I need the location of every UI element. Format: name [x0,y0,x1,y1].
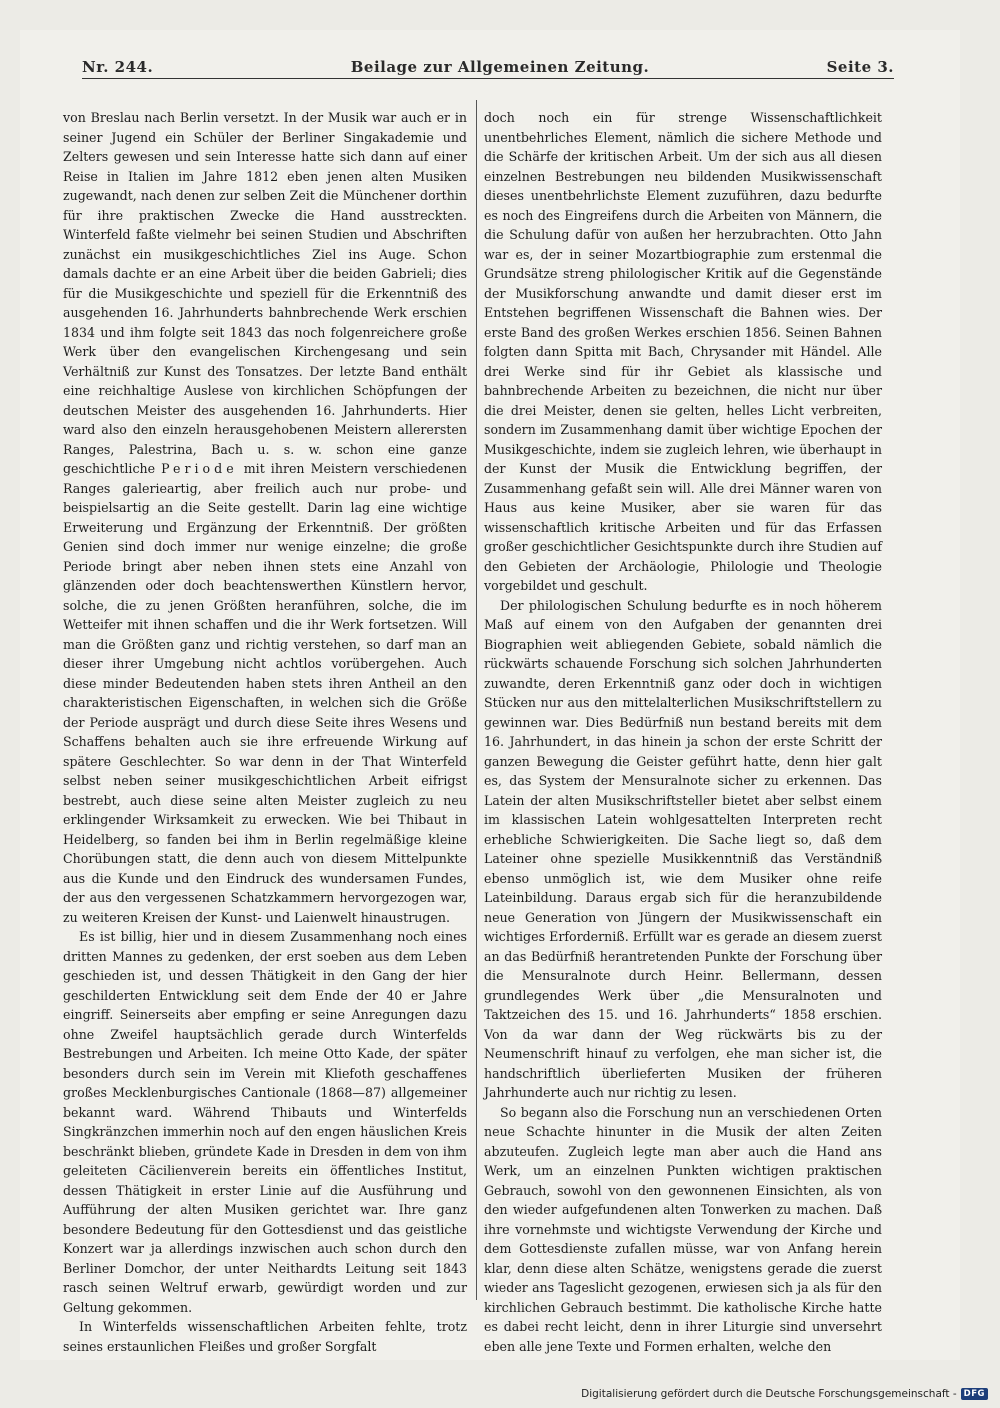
paragraph: So begann also die Forschung nun an verschiedenen Orten neue Schachte hinunter in die Musik der alten Zeiten abzuteufen. Zugleich legte man aber auch die Hand ans Werk, um an einzelnen Punkten wichtigen praktischen Gebrauch, sowohl von den gewonnenen Einsichten, als von den wieder aufgefundenen alten Tonwerken zu machen. Daß ihre vornehmste und wichtigste Verwendung der Kirche und dem Gottesdienste zufallen müsse, war von Anfang herein klar, denn diese alten Schätze, wenigstens gerade die zuerst wieder ans Tageslicht gezogenen, erwiesen sich ja als für den kirchlichen Gebrauch bestimmt. Die katholische Kirche hatte es dabei recht leicht, denn in ihrer Liturgie sind unversehrt eben alle jene Texte und Formen erhalten, welche den [484,1104,882,1354]
spaced-word: Periode [161,461,238,476]
credit-text: Digitalisierung gefördert durch die Deutsche Forschungsgemeinschaft - [581,1388,957,1400]
paragraph: In Winterfelds wissenschaftlichen Arbeiten fehlte, trotz seines erstaunlichen Fleißes und großer Sorgfalt [63,1319,467,1354]
right-column [484,108,882,1356]
header-rule [82,78,894,79]
paragraph: doch noch ein für strenge Wissenschaftlichkeit unentbehrliches Element, nämlich die sichere Methode und die Schärfe der kritischen Arbeit. Um der sich aus all diesen einzelnen Bestrebungen neu bildenden Musikwissenschaft dieses unentbehrlichste Element zuzuführen, dazu bedurfte es noch des Eingreifens durch die Arbeiten von Männern, die die Schulung dafür von außen her herzubrachten. Otto Jahn war es, der in seiner Mozartbiographie zum erstenmal die Grundsätze streng philologischer Kritik auf die Gegenstände der Musikforschung anwandte und damit dieser erst im Entstehen begriffenen Wissenschaft die Bahnen wies. Der erste Band des großen Werkes erschien 1856. Seinen Bahnen folgten dann Spitta mit Bach, Chrysander mit Händel. Alle drei Werke sind für ihr Gebiet als klassische und bahnbrechende Arbeiten zu bezeichnen, die nicht nur über die drei Meister, denen sie gelten, helles Licht verbreiten, sondern im Zusammenhang damit über wichtige Epochen der Musikgeschichte, indem sie zugleich lehren, wie überhaupt in der Kunst der Musik die Entwicklung begriffen, der Zusammenhang gefaßt sein will. Alle drei Männer waren von Haus aus keine Musiker, aber sie waren für das wissenschaftlich kritische Arbeiten und für das Erfassen großer geschichtlicher Gesichtspunkte durch ihre Studien auf den Gebieten der Archäologie, Philologie und Theologie vorgebildet und geschult. [484,110,882,593]
paragraph: von Breslau nach Berlin versetzt. In der Musik war auch er in seiner Jugend ein Schüler der Berliner Singakademie und Zelters gewesen und sein Interesse hatte sich dann auf einer Reise in Italien im Jahre 1812 eben jenen alten Musiken zugewandt, nach denen zur selben Zeit die Münchener dorthin für ihre praktischen Zwecke die Hand ausstreckten. Winterfeld faßte vielmehr bei seinen Studien und Abschriften zunächst ein musikgeschichtliches Ziel ins Auge. Schon damals dachte er an eine Arbeit über die beiden Gabrieli; dies für die Musikgeschichte und speziell für die Erkenntniß des ausgehenden 16. Jahrhunderts bahnbrechende Werk erschien 1834 und ihm folgte seit 1843 das noch folgenreichere große Werk über den evangelischen Kirchengesang und sein Verhältniß zur Kunst des Tonsatzes. Der letzte Band enthält eine reichhaltige Auslese von kirchlichen Schöpfungen der deutschen Meister des ausgehenden 16. Jahrhunderts. Hier ward also den einzeln herausgehobenen Meistern allerersten Ranges, Palestrina, Bach u. s. w. schon eine ganze geschichtliche Periode mit ihren Meistern verschiedenen Ranges galerieartig, aber freilich auch nur probe- und beispielsartig an die Seite gestellt. Darin lag eine wichtige Erweiterung und Ergänzung der Erkenntniß. Der größten Genien sind doch immer nur wenige einzelne; die große Periode bringt aber neben ihnen stets eine Anzahl von glänzenden oder doch beachtenswerthen Künstlern hervor, solche, die zu jenen Größten heranführen, solche, die im Wetteifer mit ihnen schaffen und die ihr Werk fortsetzen. Will man die Größten ganz und richtig verstehen, so darf man an dieser ihrer Umgebung nicht achtlos vorübergehen. Auch diese minder Bedeutenden haben stets ihren Antheil an den charakteristischen Eigenschaften, in welchen sich die Größe der Periode ausprägt und durch diese Seite ihres Wesens und Schaffens behalten auch sie ihre erfreuende Wirkung auf spätere Geschlechter. So war denn in der That Winterfeld selbst neben seiner musikgeschichtlichen Arbeit eifrigst bestrebt, auch diese seine alten Meister zugleich zu neu erklingender Wirksamkeit zu erwecken. Wie bei Thibaut in Heidelberg, so fanden bei ihm in Berlin regelmäßige kleine Chorübungen statt, die denn auch von diesem Mittelpunkte aus die Kunde und den Eindruck des wundersamen Fundes, der aus den vergessenen Schatzkammern hervorgezogen war, zu weiteren Kreisen der Kunst- und Laienwelt hinaustrugen. [63,110,467,925]
paragraph: Es ist billig, hier und in diesem Zusammenhang noch eines dritten Mannes zu gedenken, der erst soeben aus dem Leben geschieden ist, und dessen Thätigkeit in den Gang der hier geschilderten Entwicklung seit dem Ende der 40 er Jahre eingriff. Seinerseits aber empfing er seine Anregungen dazu ohne Zweifel hauptsächlich gerade durch Winterfelds Bestrebungen und Arbeiten. Ich meine Otto Kade, der später besonders durch sein im Verein mit Kliefoth geschaffenes großes Mecklenburgisches Cantionale (1868—87) allgemeiner bekannt ward. Während Thibauts und Winterfelds Singkränzchen immerhin noch auf den engen häuslichen Kreis beschränkt blieben, gründete Kade in Dresden in dem von ihm geleiteten Cäcilienverein bereits ein öffentliches Institut, dessen Thätigkeit in erster Linie auf die Ausführung und Aufführung der alten Musiken gerichtet war. Ihre ganz besondere Bedeutung für den Gottesdienst und das geistliche Konzert war ja allerdings inzwischen auch schon durch den Berliner Domchor, der unter Neithardts Leitung seit 1843 rasch seinen Weltruf erwarb, gewürdigt worden und zur Geltung gekommen. [63,929,467,1315]
publication-title: Beilage zur Allgemeinen Zeitung. [350,58,650,76]
digitization-credit [581,1388,988,1400]
left-column [63,108,467,1356]
column-divider [476,100,477,1300]
dfg-logo: DFG [961,1388,988,1400]
issue-number: Nr. 244. [82,58,154,76]
page-header [60,36,894,84]
page-number: Seite 3. [826,58,894,76]
paragraph: Der philologischen Schulung bedurfte es in noch höherem Maß auf einem von den Aufgaben der genannten drei Biographien weit abliegenden Gebiete, sobald nämlich die rückwärts schauende Forschung sich solchen Jahrhunderten zuwandte, deren Erkenntniß ganz oder doch in wichtigen Stücken nur aus den mittelalterlichen Musikschriftstellern zu gewinnen war. Dies Bedürfniß nun bestand bereits mit dem 16. Jahrhundert, in das hinein ja schon der erste Schritt der ganzen Bewegung die Geister geführt hatte, denn hier galt es, das System der Mensuralnote sicher zu erkennen. Das Latein der alten Musikschriftsteller bietet aber selbst einem im klassischen Latein wohlgesattelten Interpreten recht erhebliche Schwierigkeiten. Die Sache liegt so, daß dem Lateiner ohne spezielle Musikkenntniß das Verständniß ebenso unmöglich ist, wie dem Musiker ohne reife Lateinbildung. Daraus ergab sich für die heranzubildende neue Generation von Jüngern der Musikwissenschaft ein wichtiges Erforderniß. Erfüllt war es gerade an diesem zuerst an das Bedürfniß herantretenden Punkte der Forschung über die Mensuralnote durch Heinr. Bellermann, dessen grundlegendes Werk über „die Mensuralnoten und Taktzeichen des 15. und 16. Jahrhunderts“ 1858 erschien. Von da war dann der Weg rückwärts bis zu der Neumenschrift hinauf zu verfolgen, ehe man sicher ist, die handschriftlich überlieferten Musiken der früheren Jahrhunderte auch nur richtig zu lesen. [484,597,882,1100]
